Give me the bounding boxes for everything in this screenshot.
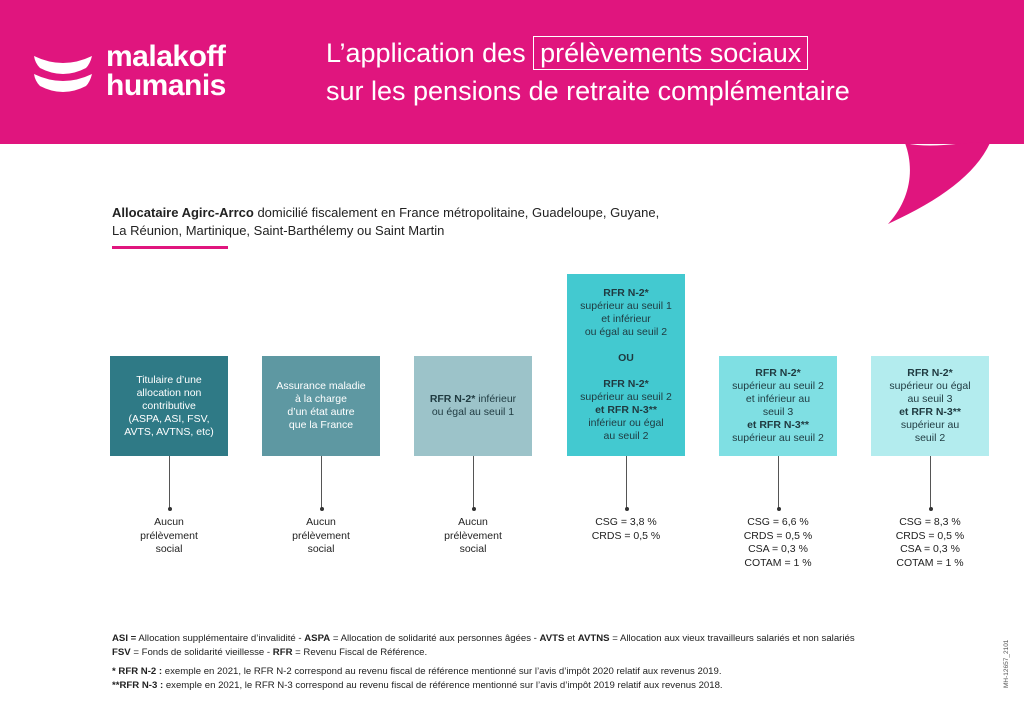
logo-text-line1: malakoff (106, 40, 226, 73)
criteria-box-4 (567, 274, 685, 456)
result-5 (723, 516, 833, 570)
criteria-box-line: inférieur ou égal (588, 417, 664, 429)
connector-dot (929, 507, 933, 511)
footnote-glossary-1: ASI = Allocation supplémentaire d’invalidité - ASPA = Allocation de solidarité aux personnes âgées - AVTS et AVTNS = Allocation aux vieux travailleurs salariés et non salariés (112, 633, 855, 644)
criteria-box-line: (ASPA, ASI, FSV, (128, 412, 210, 425)
page-title (326, 34, 850, 110)
connector-dot (625, 507, 629, 511)
criteria-box-line: d’un état autre (287, 406, 355, 418)
result-line: Aucun (306, 516, 336, 528)
footnote-rfr-n2: * RFR N-2 : exemple en 2021, le RFR N-2 correspond au revenu fiscal de référence mentionné sur l’avis d’impôt 2020 relatif aux revenus 2019. (112, 666, 722, 677)
criteria-box-5 (719, 356, 837, 456)
result-line: CSG = 3,8 % (595, 516, 657, 528)
title-line2: sur les pensions de retraite complémentaire (326, 76, 850, 106)
criteria-box-line: contributive (142, 399, 196, 412)
connector-dot (320, 507, 324, 511)
result-4 (571, 516, 681, 543)
criteria-box-line: à la charge (295, 393, 347, 405)
criteria-box-line: allocation non (136, 386, 202, 399)
result-line: prélèvement (444, 529, 502, 542)
criteria-box-line: et inférieur (601, 313, 651, 325)
intro-line1: domicilié fiscalement en France métropolitaine, Guadeloupe, Guyane, (253, 205, 660, 220)
criteria-box-line: supérieur au seuil 2 (732, 432, 824, 444)
connector-dot (777, 507, 781, 511)
criteria-box-line: et RFR N-3** (747, 419, 809, 431)
criteria-box-line: seuil 3 (762, 406, 794, 418)
criteria-box-line: RFR N-2* (603, 287, 649, 299)
criteria-box-line (625, 339, 628, 352)
footnote-rfr-n3: **RFR N-3 : exemple en 2021, le RFR N-3 correspond au revenu fiscal de référence mentionné sur l’avis d’impôt 2019 relatif aux revenus 2018. (112, 679, 723, 691)
connector-dot (168, 507, 172, 511)
criteria-box-line: au seuil 2 (603, 430, 649, 442)
criteria-box-line: supérieur au (900, 419, 960, 431)
criteria-box-line: supérieur au seuil 2 (580, 391, 672, 403)
connector-line (930, 456, 931, 508)
criteria-box-line: Titulaire d’une (136, 373, 202, 386)
intro-text (112, 204, 772, 240)
connector-line (626, 456, 627, 508)
criteria-box-line: que la France (288, 419, 354, 431)
connector-line (778, 456, 779, 508)
criteria-box-line: supérieur ou égal (889, 380, 971, 392)
intro-bold: Allocataire Agirc-Arrco (112, 205, 254, 220)
result-line: social (307, 543, 335, 555)
title-prefix: L’application des (326, 38, 534, 68)
criteria-box-line: au seuil 3 (907, 393, 953, 405)
criteria-box-line: Assurance maladie (276, 380, 366, 392)
criteria-box-line: AVTS, AVTNS, etc) (124, 425, 214, 438)
result-line: COTAM = 1 % (896, 556, 964, 569)
criteria-box-line: RFR N-2* (755, 367, 801, 379)
criteria-box-line: OU (618, 352, 634, 364)
criteria-box-line: et inférieur au (745, 393, 811, 405)
connector-line (473, 456, 474, 508)
result-2 (266, 516, 376, 557)
result-3 (418, 516, 528, 557)
intro-underline (112, 246, 228, 249)
criteria-box-line: et RFR N-3** (899, 406, 961, 418)
criteria-box-line: supérieur au seuil 1 (580, 300, 672, 312)
result-line: prélèvement (292, 529, 350, 542)
connector-line (169, 456, 170, 508)
criteria-box-6 (871, 356, 989, 456)
reference-code-text: MH-12657_2101 (1003, 639, 1010, 688)
criteria-box-1 (110, 356, 228, 456)
criteria-box-line: ou égal au seuil 2 (584, 326, 668, 338)
criteria-box-2 (262, 356, 380, 456)
criteria-box-line: RFR N-2* inférieur (429, 393, 517, 405)
result-1 (114, 516, 224, 557)
logo-text-line2: humanis (106, 69, 226, 102)
result-line: CSG = 8,3 % (899, 516, 961, 528)
result-line: CSG = 6,6 % (747, 516, 809, 528)
criteria-box-line: RFR N-2* (907, 367, 953, 379)
criteria-box-line: supérieur au seuil 2 (732, 380, 824, 392)
result-line: social (155, 543, 183, 555)
result-line: CSA = 0,3 % (900, 543, 960, 555)
connector-dot (472, 507, 476, 511)
result-line: COTAM = 1 % (744, 556, 812, 569)
criteria-box-3 (414, 356, 532, 456)
smile-logo-icon (30, 50, 96, 106)
result-line: Aucun (458, 516, 488, 528)
criteria-box-line: ou égal au seuil 1 (431, 406, 515, 418)
title-highlight: prélèvements sociaux (533, 36, 808, 70)
result-line: CRDS = 0,5 % (743, 529, 813, 542)
criteria-box-line: RFR N-2* (603, 378, 649, 390)
result-line: CSA = 0,3 % (748, 543, 808, 555)
footnote-glossary-2: FSV = Fonds de solidarité vieillesse - RFR = Revenu Fiscal de Référence. (112, 646, 428, 658)
criteria-box-line (625, 365, 628, 378)
criteria-box-line: seuil 2 (914, 432, 946, 444)
malakoff-humanis-logo (30, 42, 260, 112)
result-line: CRDS = 0,5 % (591, 529, 661, 542)
result-line: prélèvement (140, 529, 198, 542)
result-line: social (459, 543, 487, 555)
result-line: CRDS = 0,5 % (895, 529, 965, 542)
reference-code (1003, 628, 1013, 688)
criteria-box-line: et RFR N-3** (595, 404, 657, 416)
result-line: Aucun (154, 516, 184, 528)
result-6 (875, 516, 985, 570)
connector-line (321, 456, 322, 508)
intro-line2: La Réunion, Martinique, Saint-Barthélemy ou Saint Martin (112, 223, 445, 238)
footnotes (112, 632, 992, 692)
